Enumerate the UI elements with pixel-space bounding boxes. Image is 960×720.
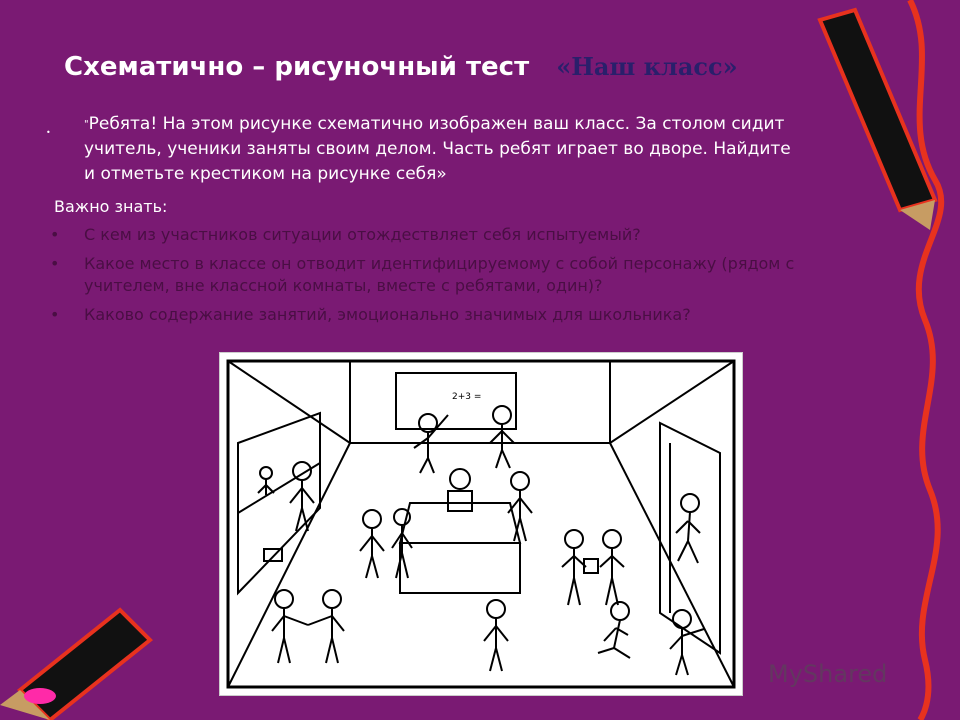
figure-4 [360,510,384,578]
slide-title-main: Схематично – рисуночный тест [64,52,530,82]
figure-5 [392,509,412,578]
figure-7 [562,530,598,605]
classroom-drawing [219,352,743,696]
list-item: • Какое место в классе он отводит идентифицируемому с собой персонажу (рядом с учителем, вне классной комнаты, вместе с ребятами, один)? [50,253,830,297]
question-list [50,224,830,333]
figure-13 [598,602,630,658]
pencil-icon [0,580,160,720]
slide-title [64,52,738,92]
intro-text: Ребята! На этом рисунке схематично изображен ваш класс. За столом сидит учитель, ученики заняты своим делом. Часть ребят играет во дворе. Найдите и отметьте крестиком на рисунке себя» [84,114,791,184]
bullet-icon: • [46,128,51,137]
pencil-icon [800,0,950,230]
intro-paragraph [46,112,804,187]
slide-title-sub: «Наш класс» [556,52,738,81]
important-label: Важно знать: [54,197,168,216]
figure-2 [490,406,514,468]
list-item: • Каково содержание занятий, эмоционально значимых для школьника? [50,304,830,326]
intro-quote-mark: " [84,119,89,130]
list-item: • С кем из участников ситуации отождествляет себя испытуемый? [50,224,830,246]
figure-10 [272,590,308,663]
figure-9 [676,494,700,563]
figure-8 [600,530,624,605]
board-text: 2+3 = [452,392,482,402]
figure-12 [484,600,508,671]
watermark: MyShared [768,660,888,688]
figure-11 [308,590,344,663]
